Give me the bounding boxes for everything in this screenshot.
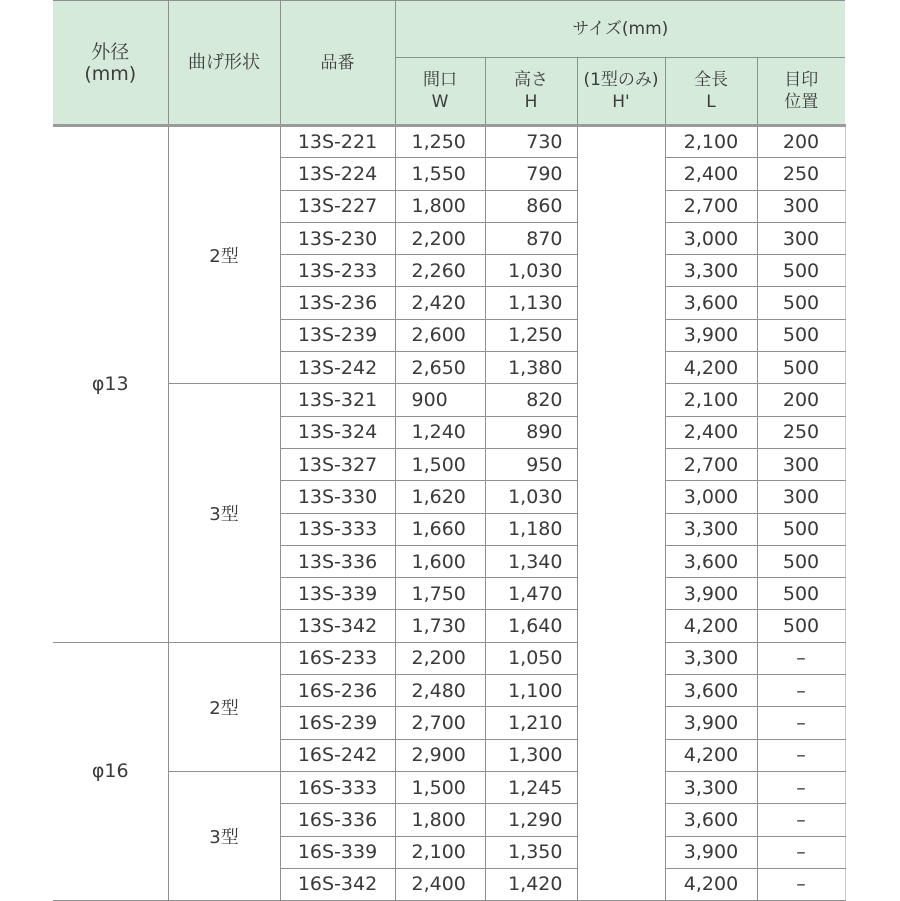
height-cell: 1,350 xyxy=(485,836,577,868)
height-cell: 1,180 xyxy=(485,513,577,545)
height-cell: 1,100 xyxy=(485,675,577,707)
bend-type-cell: 2型 xyxy=(168,126,280,384)
height-cell: 1,470 xyxy=(485,578,577,610)
length-cell: 2,100 xyxy=(665,384,757,416)
mark-position-cell: – xyxy=(757,771,845,803)
part-number-cell: 13S-336 xyxy=(280,545,395,577)
width-cell: 1,750 xyxy=(395,578,485,610)
part-number-cell: 13S-339 xyxy=(280,578,395,610)
table-row xyxy=(53,384,845,416)
length-cell: 3,600 xyxy=(665,545,757,577)
height-cell: 1,420 xyxy=(485,868,577,900)
length-cell: 3,900 xyxy=(665,707,757,739)
part-number-cell: 13S-239 xyxy=(280,319,395,351)
width-cell: 1,600 xyxy=(395,545,485,577)
length-cell: 3,300 xyxy=(665,513,757,545)
height-prime-cell xyxy=(577,126,665,901)
header-bend-shape: 曲げ形状 xyxy=(168,1,280,126)
height-cell: 790 xyxy=(485,158,577,190)
header-height-symbol: H xyxy=(524,92,538,112)
mark-position-cell: 500 xyxy=(757,578,845,610)
diameter-cell: φ13 xyxy=(53,126,168,643)
header-width xyxy=(395,58,485,126)
header-length xyxy=(665,58,757,126)
part-number-cell: 13S-224 xyxy=(280,158,395,190)
length-cell: 3,900 xyxy=(665,319,757,351)
height-cell: 1,030 xyxy=(485,481,577,513)
width-cell: 1,500 xyxy=(395,771,485,803)
mark-position-cell: 300 xyxy=(757,190,845,222)
height-cell: 890 xyxy=(485,416,577,448)
bend-type-cell: 2型 xyxy=(168,642,280,771)
header-length-symbol: L xyxy=(706,92,716,112)
part-number-cell: 16S-242 xyxy=(280,739,395,771)
width-cell: 1,240 xyxy=(395,416,485,448)
header-outer-diameter-label: 外径 xyxy=(91,40,130,63)
mark-position-cell: 500 xyxy=(757,255,845,287)
header-mark-label-2: 位置 xyxy=(784,92,819,112)
part-number-cell: 13S-330 xyxy=(280,481,395,513)
mark-position-cell: 200 xyxy=(757,384,845,416)
table-header xyxy=(53,1,845,126)
part-number-cell: 16S-233 xyxy=(280,642,395,674)
diameter-cell: φ16 xyxy=(53,642,168,900)
part-number-cell: 16S-236 xyxy=(280,675,395,707)
length-cell: 3,000 xyxy=(665,222,757,254)
height-cell: 950 xyxy=(485,448,577,480)
height-cell: 1,380 xyxy=(485,352,577,384)
header-length-label: 全長 xyxy=(694,70,728,90)
header-width-label: 間口 xyxy=(423,70,457,90)
height-cell: 1,210 xyxy=(485,707,577,739)
header-part-number: 品番 xyxy=(280,1,395,126)
width-cell: 2,400 xyxy=(395,868,485,900)
part-number-cell: 13S-342 xyxy=(280,610,395,642)
length-cell: 2,700 xyxy=(665,190,757,222)
spec-table xyxy=(53,0,846,901)
length-cell: 3,000 xyxy=(665,481,757,513)
part-number-cell: 16S-333 xyxy=(280,771,395,803)
table-row xyxy=(53,771,845,803)
width-cell: 1,800 xyxy=(395,804,485,836)
mark-position-cell: 500 xyxy=(757,610,845,642)
mark-position-cell: 200 xyxy=(757,126,845,158)
length-cell: 3,300 xyxy=(665,771,757,803)
mark-position-cell: – xyxy=(757,804,845,836)
width-cell: 1,660 xyxy=(395,513,485,545)
header-height-prime xyxy=(577,58,665,126)
length-cell: 3,600 xyxy=(665,804,757,836)
height-cell: 1,245 xyxy=(485,771,577,803)
height-cell: 730 xyxy=(485,126,577,158)
length-cell: 4,200 xyxy=(665,868,757,900)
width-cell: 900 xyxy=(395,384,485,416)
width-cell: 2,200 xyxy=(395,642,485,674)
mark-position-cell: 250 xyxy=(757,416,845,448)
part-number-cell: 13S-324 xyxy=(280,416,395,448)
bend-type-cell: 3型 xyxy=(168,384,280,642)
mark-position-cell: 300 xyxy=(757,448,845,480)
width-cell: 2,700 xyxy=(395,707,485,739)
height-cell: 1,130 xyxy=(485,287,577,319)
length-cell: 3,900 xyxy=(665,578,757,610)
part-number-cell: 13S-227 xyxy=(280,190,395,222)
length-cell: 3,300 xyxy=(665,642,757,674)
length-cell: 2,700 xyxy=(665,448,757,480)
height-cell: 820 xyxy=(485,384,577,416)
mark-position-cell: – xyxy=(757,836,845,868)
part-number-cell: 13S-233 xyxy=(280,255,395,287)
width-cell: 2,420 xyxy=(395,287,485,319)
mark-position-cell: – xyxy=(757,868,845,900)
header-height-prime-symbol: H' xyxy=(612,92,630,112)
length-cell: 2,400 xyxy=(665,158,757,190)
height-cell: 870 xyxy=(485,222,577,254)
width-cell: 1,550 xyxy=(395,158,485,190)
length-cell: 2,400 xyxy=(665,416,757,448)
length-cell: 4,200 xyxy=(665,352,757,384)
height-cell: 1,300 xyxy=(485,739,577,771)
mark-position-cell: – xyxy=(757,675,845,707)
part-number-cell: 13S-321 xyxy=(280,384,395,416)
height-cell: 1,640 xyxy=(485,610,577,642)
header-width-symbol: W xyxy=(431,92,449,112)
width-cell: 1,730 xyxy=(395,610,485,642)
length-cell: 4,200 xyxy=(665,739,757,771)
mark-position-cell: 300 xyxy=(757,481,845,513)
header-mark-label: 目印 xyxy=(784,70,819,90)
length-cell: 3,900 xyxy=(665,836,757,868)
mark-position-cell: 500 xyxy=(757,287,845,319)
part-number-cell: 16S-339 xyxy=(280,836,395,868)
mark-position-cell: – xyxy=(757,707,845,739)
mark-position-cell: – xyxy=(757,739,845,771)
header-mark-position xyxy=(757,58,845,126)
height-cell: 1,030 xyxy=(485,255,577,287)
table-row xyxy=(53,642,845,674)
header-outer-diameter xyxy=(53,1,168,126)
header-outer-diameter-unit: (mm) xyxy=(84,62,137,85)
mark-position-cell: – xyxy=(757,642,845,674)
mark-position-cell: 500 xyxy=(757,545,845,577)
mark-position-cell: 250 xyxy=(757,158,845,190)
length-cell: 2,100 xyxy=(665,126,757,158)
length-cell: 4,200 xyxy=(665,610,757,642)
mark-position-cell: 500 xyxy=(757,513,845,545)
width-cell: 2,900 xyxy=(395,739,485,771)
height-cell: 1,340 xyxy=(485,545,577,577)
width-cell: 1,250 xyxy=(395,126,485,158)
height-cell: 1,290 xyxy=(485,804,577,836)
part-number-cell: 13S-230 xyxy=(280,222,395,254)
height-cell: 860 xyxy=(485,190,577,222)
width-cell: 2,600 xyxy=(395,319,485,351)
part-number-cell: 16S-342 xyxy=(280,868,395,900)
width-cell: 2,480 xyxy=(395,675,485,707)
part-number-cell: 13S-242 xyxy=(280,352,395,384)
mark-position-cell: 500 xyxy=(757,319,845,351)
header-height-label: 高さ xyxy=(514,70,548,90)
part-number-cell: 13S-236 xyxy=(280,287,395,319)
mark-position-cell: 500 xyxy=(757,352,845,384)
bend-type-cell: 3型 xyxy=(168,771,280,900)
table-body xyxy=(53,126,845,901)
width-cell: 2,100 xyxy=(395,836,485,868)
part-number-cell: 13S-327 xyxy=(280,448,395,480)
width-cell: 2,200 xyxy=(395,222,485,254)
header-height xyxy=(485,58,577,126)
height-cell: 1,050 xyxy=(485,642,577,674)
width-cell: 2,260 xyxy=(395,255,485,287)
mark-position-cell: 300 xyxy=(757,222,845,254)
length-cell: 3,600 xyxy=(665,675,757,707)
width-cell: 2,650 xyxy=(395,352,485,384)
width-cell: 1,500 xyxy=(395,448,485,480)
width-cell: 1,800 xyxy=(395,190,485,222)
part-number-cell: 16S-336 xyxy=(280,804,395,836)
height-cell: 1,250 xyxy=(485,319,577,351)
header-height-prime-label: (1型のみ) xyxy=(583,70,659,90)
header-size-group: サイズ(mm) xyxy=(395,1,845,58)
part-number-cell: 13S-221 xyxy=(280,126,395,158)
width-cell: 1,620 xyxy=(395,481,485,513)
length-cell: 3,600 xyxy=(665,287,757,319)
part-number-cell: 13S-333 xyxy=(280,513,395,545)
part-number-cell: 16S-239 xyxy=(280,707,395,739)
length-cell: 3,300 xyxy=(665,255,757,287)
table-row xyxy=(53,126,845,158)
